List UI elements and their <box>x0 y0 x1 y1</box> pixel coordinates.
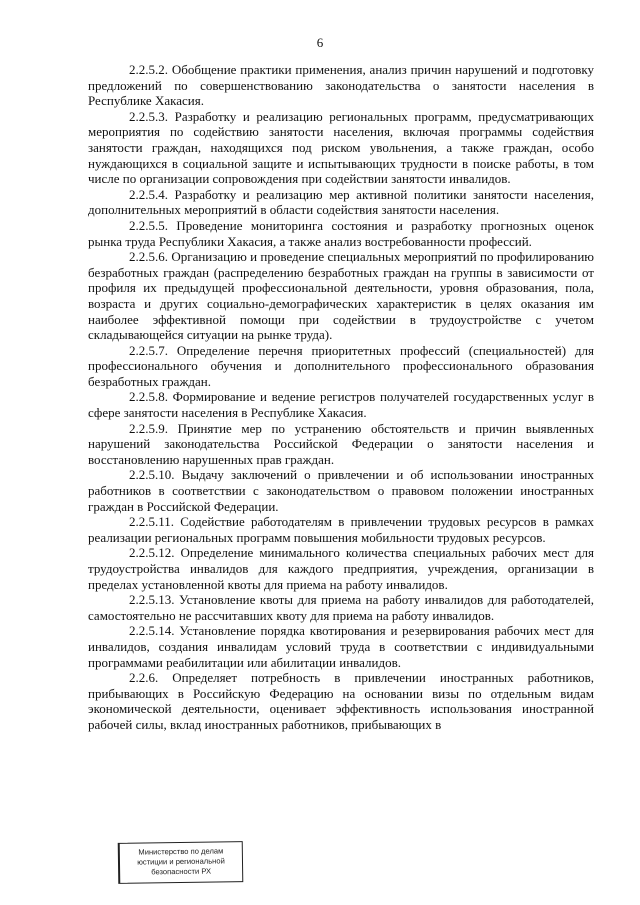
paragraph-2-2-5-3: 2.2.5.3. Разработку и реализацию региональных программ, предусматривающих мероприятия по содействию занятости населения, включая программы содействия занятости граждан, находящихся под риском увольнения, а также граждан, особо нуждающихся в социальной защите и испытывающих трудности в поиске работы, в том числе по организации сопровождения при содействии занятости инвалидов. <box>88 108 594 187</box>
paragraph-2-2-5-5: 2.2.5.5. Проведение мониторинга состояния и разработку прогнозных оценок рынка труда Республики Хакасия, а также анализ востребованности профессий. <box>88 217 594 249</box>
ministry-stamp <box>118 841 244 884</box>
paragraph-2-2-5-6: 2.2.5.6. Организацию и проведение специальных мероприятий по профилированию безработных граждан (распределению безработных граждан на группы в зависимости от профиля их предыдущей профессиональной деятельности, уровня образования, пола, возраста и других социально-демографических характеристик в целях оказания им наиболее эффективной помощи при содействии в трудоустройстве с учетом складывающейся ситуации на рынке труда). <box>88 249 594 343</box>
paragraph-2-2-5-14: 2.2.5.14. Установление порядка квотирования и резервирования рабочих мест для инвалидов, создания инвалидам условий труда в соответствии с индивидуальными программами реабилитации или абилитации инвалидов. <box>88 623 594 670</box>
paragraph-2-2-5-13: 2.2.5.13. Установление квоты для приема на работу инвалидов для работодателей, самостоятельно не рассчитавших квоту для приема на работу инвалидов. <box>88 592 594 623</box>
stamp-line-1: Министерство по делам <box>138 846 224 857</box>
stamp-line-2: юстиции и региональной <box>137 856 225 867</box>
paragraph-2-2-5-4: 2.2.5.4. Разработку и реализацию мер активной политики занятости населения, дополнительных мероприятий в области содействия занятости населения. <box>88 186 594 218</box>
paragraph-2-2-5-11: 2.2.5.11. Содействие работодателям в привлечении трудовых ресурсов в рамках реализации региональных программ повышения мобильности трудовых ресурсов. <box>88 514 594 545</box>
paragraph-2-2-5-9: 2.2.5.9. Принятие мер по устранению обстоятельств и причин выявленных нарушений законодательства Российской Федерации о занятости населения и восстановлению нарушенных прав граждан. <box>88 420 594 467</box>
stamp-line-3: безопасности РХ <box>151 866 212 877</box>
paragraph-2-2-5-7: 2.2.5.7. Определение перечня приоритетных профессий (специальностей) для профессионального обучения и дополнительного профессионального образования безработных граждан. <box>88 342 594 389</box>
paragraph-2-2-5-10: 2.2.5.10. Выдачу заключений о привлечении и об использовании иностранных работников в соответствии с законодательством о правовом положении иностранных граждан в Российской Федерации. <box>88 467 594 514</box>
document-body <box>88 62 594 733</box>
paragraph-2-2-5-8: 2.2.5.8. Формирование и ведение регистров получателей государственных услуг в сфере занятости населения в Республике Хакасия. <box>88 389 594 421</box>
page-number: 6 <box>316 35 324 50</box>
paragraph-2-2-5-12: 2.2.5.12. Определение минимального количества специальных рабочих мест для трудоустройства инвалидов для каждого предприятия, учреждения, организации в пределах установленной квоты для приема на работу инвалидов. <box>88 545 594 592</box>
paragraph-2-2-6: 2.2.6. Определяет потребность в привлечении иностранных работников, прибывающих в Российскую Федерацию на основании визы по отдельным видам экономической деятельности, оценивает эффективность использования иностранной рабочей силы, вклад иностранных работников, прибывающих в <box>88 670 594 732</box>
paragraph-2-2-5-2: 2.2.5.2. Обобщение практики применения, анализ причин нарушений и подготовку предложений по совершенствованию законодательства о занятости населения в Республике Хакасия. <box>88 62 594 109</box>
